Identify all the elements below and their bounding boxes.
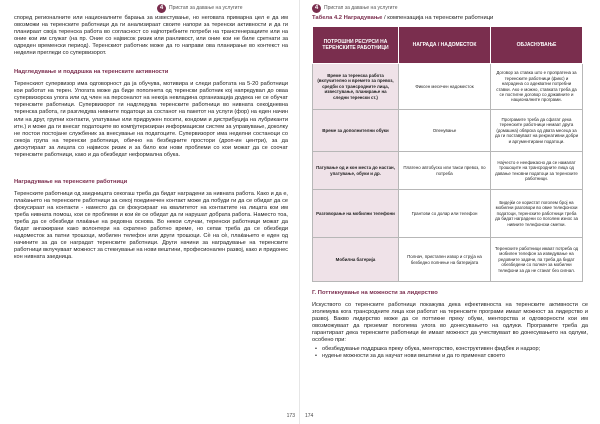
reward-cell: Фиксен месечен надоместок [399, 64, 491, 110]
rewards-paragraph: Теренските работници од заедницата секогаш треба да бидат наградени за нивната работа. Како и да е, плаќањето на теренските работници за секој поединечен контакт може да побуди ги да се обидат да се фокусираат на контакти - наместо да се фокусираат на квалитетот на контактите на лицата кои им треба нивната помош, кои се проблеми и кои ќе се обидат да ги нарушат добрата работа. Наместо тоа, треба да се обезбеди плаќање на редовна основа. Во некои случаи, теренски работници можат да бидат ангажирани како волонтери на скратено работно време, но сепак треба да се обезбеди надоместок за патни трошоци, мобилен телефон или други трошоци. Сѐ на сѐ, плаќањето е еден од начините за да се наградат теренските работници. Други начини за наградување на теренските работници вклучуваат можност за стекнување на нови вештини, професионален развој, како и придонес кон нивната заедница. [14, 190, 289, 261]
table-header-cell: НАГРАДА / НАДОМЕСТОК [399, 27, 491, 64]
leadership-paragraph: Искуството со теренските работници покажува дека ефективноста на теренските активности се зголемува кога трансродните лица кои работат на теренските програми имаат можност за лидерство и развој. Вакво лидерство може да се поттикне преку обуки, менторства и одговорности кои им овозможуваат да преземат поголема улога во донесувањето на одлуки. Програмите треба да гарантираат дека теренските работници ќе имаат можност да учествуваат во донесувањето на одлуки, особено при: [312, 302, 588, 344]
intro-paragraph: според регионалните или националните барања за известување, но неговата примарна цел е да им овозможи на теренските работници да ги анализираат своите напори за теренски активности и да ги планираат своја теренска работа во согласност со најпотребните потреби на трансгенерациите или на оние кои им служат (на пр. Оние со највисок ризик или ранливост, или оние кои не биле сретнати за одреден временски период). Теренскиот работник може да го направи ова планирање во контекст на неделни прегледи со супервизорот. [14, 15, 288, 57]
running-head-left [157, 3, 242, 13]
leadership-bullets [312, 346, 588, 360]
table-title-rest: / компензација на теренските работници [382, 15, 494, 21]
list-item: • обезбедување поддршка преку обука, менторство, конструктивен фидбек и надзор; [312, 346, 588, 353]
running-title: Пристап за давање на услугите [324, 4, 398, 11]
table-row [313, 190, 583, 238]
table-header-row [313, 27, 583, 64]
table-row [313, 64, 583, 110]
resource-cell: Време за дополнителни обуки [313, 110, 399, 152]
explanation-cell: Најчесто е неефикасно да се намалат трошоците на трансродните лица од давање тековни податоци за теренските работници. [491, 152, 583, 190]
section-heading-rewards: Наградување на теренските работници [14, 178, 128, 185]
chapter-number-badge: 4 [312, 4, 321, 13]
reward-cell: Полнач, пристапен извор и струја на безбедно полнење на батеријата [399, 238, 491, 282]
resource-cell: Разговорање на мобилни телефони [313, 190, 399, 238]
running-title: Пристап за давање на услугите [169, 4, 243, 11]
table-title-label: Табела 4.2 Наградување [312, 15, 383, 21]
running-head-right [312, 3, 397, 13]
compensation-table [312, 26, 583, 282]
list-item: • нудење можности за да научат нови вештини и да го применат своето [312, 353, 588, 360]
explanation-cell: Програмите треба да сфатат дека теренските работници немаат друга (домашна) обврска од двата месеца за да ги поставуваат на рекреативни добри и аргументирани податоци. [491, 110, 583, 152]
reward-cell: Грантови со долар или телефон [399, 190, 491, 238]
reward-cell: Платено автобуско или такси превоз, по потреба [399, 152, 491, 190]
explanation-cell: Теренските работници имаат потреба од мобилен телефон за изведување на редовните задачи, па треба да бидат обезбедени со полнач за мобилни телефони за да не станат без сигнал. [491, 238, 583, 282]
reward-cell: Опенување [399, 110, 491, 152]
explanation-cell: Бидејќи се користат поголем број на мобилни разговори во овие телефонски податоци, теренските работници треба да бидат наградени со поголем износ за нивните телефонски сметки. [491, 190, 583, 238]
table-title [312, 15, 588, 22]
table-row [313, 110, 583, 152]
resource-cell: Мобилна батерија [313, 238, 399, 282]
section-heading-supervision: Надгледување и поддршка на теренските активности [14, 69, 169, 76]
table-header-cell: ОБЈАСНУВАЊЕ [491, 27, 583, 64]
right-page [300, 0, 600, 424]
page-number-left: 173 [286, 413, 295, 419]
table-header-cell: ПОТРОШНИ РЕСУРСИ НА ТЕРЕНСКИТЕ РАБОТНИЦИ [313, 27, 399, 64]
chapter-number-badge: 4 [157, 4, 166, 13]
supervision-paragraph: Теренскиот супервизор има одговорност да ја обучува, мотивира и следи работата на 5-20 работници кои работат на терен. Улогата може да биде пополнета од теренски работник кој напредувал до оваа супервизорска улога или од член на персоналот на некоја невладина организација додека не се обучат теренските работници. Супервизорот ги надгледува теренските работници во нивната секојдневна теренска работа, ги разгледува нивните податоци за состанот на пакетот на услуги (фор) на еден начин или на друг, групни контакти, улатување или придружен посети, кондоми и дистрибуција на лубриканти итн.) и може да ги внесат податоците во компјутеризиран информациски систем за управување, доколку не постои постојане службеник за внесување на податоците. Супервизорот има неделни состаноци со секоја група на теренски работници, обично на безбедните простори (дроп-ин центри), за да дискутираат за лицата со највисок ризик и за било кои нови проблеми со кои можат да се соочат теренските работници, како и да обезбедат неформална обука. [14, 81, 288, 158]
resource-cell: Патување од и кон места до настан, упатување, обуки и др. [313, 152, 399, 190]
table-row [313, 238, 583, 282]
explanation-cell: Договор за ставка што е пропратена за теренските работници (фикс) и наградена со адекватни потребни ставки. Ако е можно, ставката треба да се постигне договор со државните и националните програми. [491, 64, 583, 110]
right-page-content [312, 15, 588, 360]
left-page-content [14, 15, 288, 261]
table-row [313, 152, 583, 190]
resource-cell: Време за теренска работа (вклучително и времето за превоз, средби со трансродните лица, известување, планирање на следни теренски ст.) [313, 64, 399, 110]
page-number-right: 174 [305, 413, 314, 419]
section-heading-leadership: Г. Поттикнување на можности за лидерство [312, 290, 438, 296]
